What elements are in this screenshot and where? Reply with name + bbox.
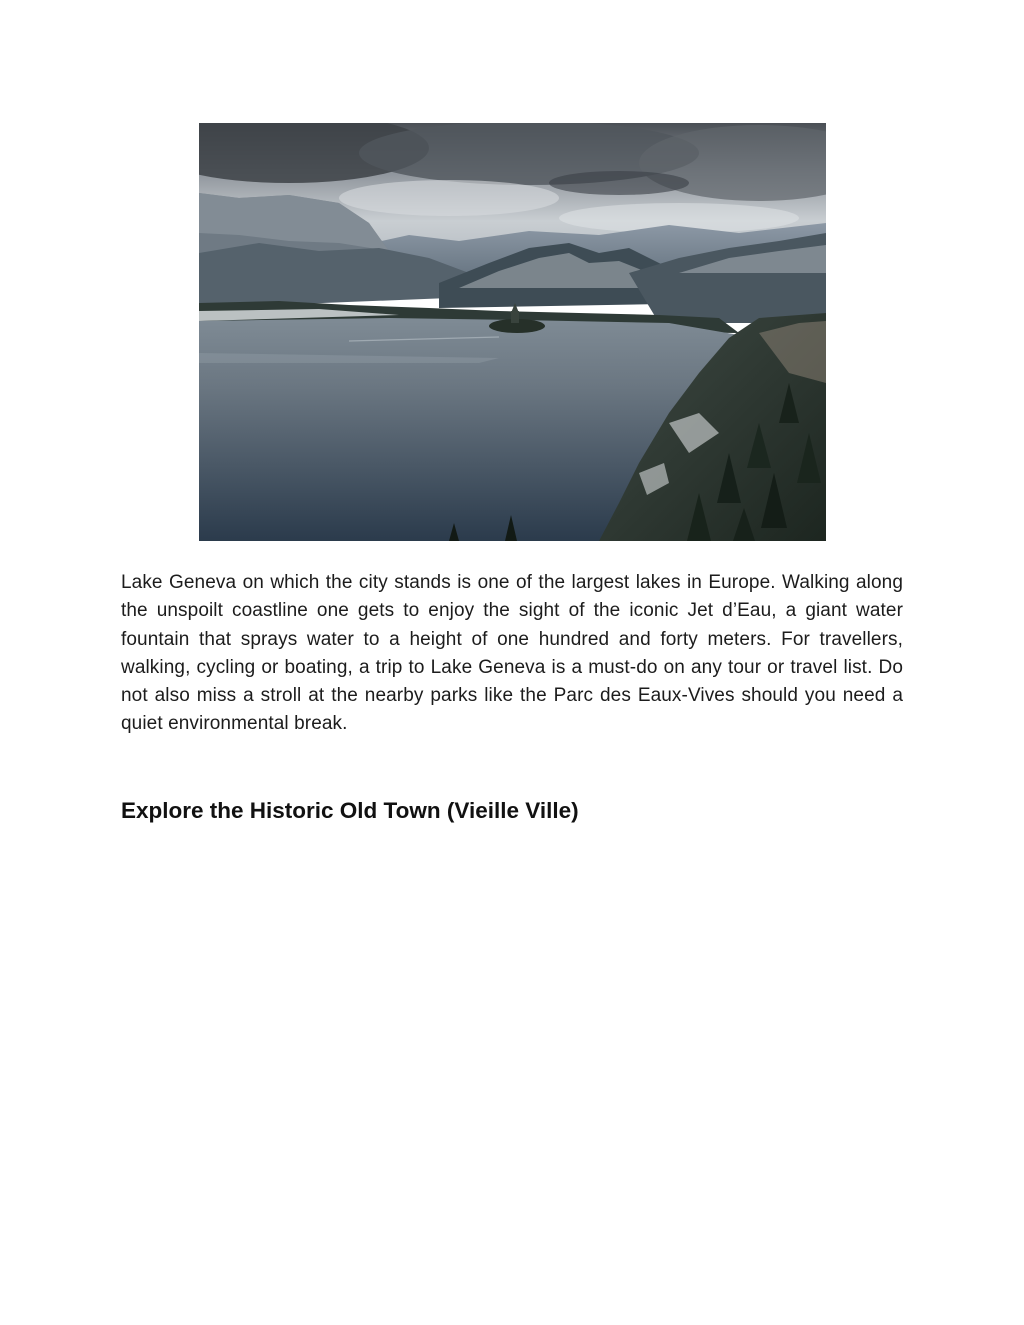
article-paragraph: Lake Geneva on which the city stands is one of the largest lakes in Europe. Walking along the unspoilt coastline one gets to enjoy the sight of the iconic Jet d’Eau, a giant water fountain that sprays water to a height of one hundred and forty meters. For travellers, walking, cycling or boating, a trip to Lake Geneva is a must-do on any tour or travel list. Do not also miss a stroll at the nearby parks like the Parc des Eaux-Vives should you need a quiet environmental break.	[121, 572, 903, 735]
lake-landscape-illustration	[199, 123, 826, 541]
lake-landscape-photo	[199, 123, 826, 541]
section-heading: Explore the Historic Old Town (Vieille Ville)	[121, 798, 579, 823]
